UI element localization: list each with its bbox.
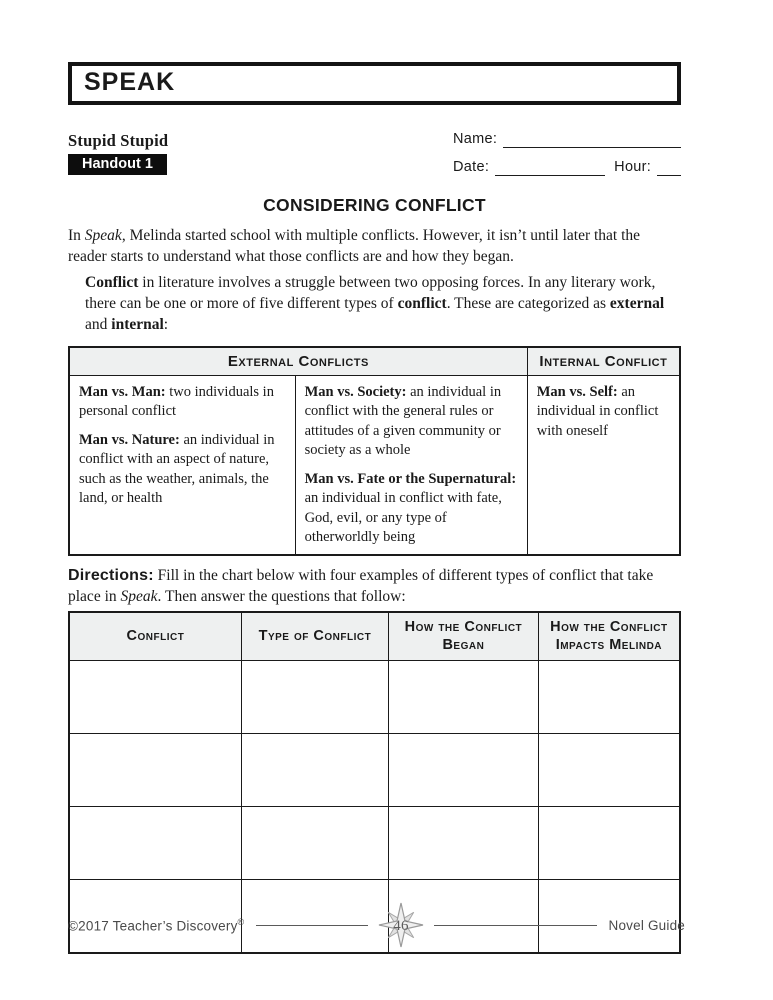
chart-header-row	[69, 612, 680, 661]
book-title: SPEAK	[84, 68, 176, 96]
chart-cell	[241, 661, 388, 734]
footer-rule-right	[434, 925, 596, 926]
page-number: 46	[393, 918, 409, 934]
internal-cell	[527, 375, 680, 555]
external-cell-2	[295, 375, 527, 555]
series-label: Novel Guide	[608, 917, 685, 933]
directions-paragraph: Directions: Fill in the chart below with four examples of different types of conflict that take place in Speak. Then answer the questions that follow:	[68, 566, 654, 605]
chart-row	[69, 807, 680, 880]
types-table-body-row	[69, 375, 680, 555]
conflict-types-table	[68, 346, 681, 556]
date-blank	[495, 159, 605, 176]
chart-row	[69, 734, 680, 807]
unit-label: Stupid Stupid	[68, 131, 169, 150]
chart-cell	[538, 734, 680, 807]
chart-header-impacts: How the Conflict Impacts Melinda	[538, 612, 680, 661]
definition-man-vs-man: Man vs. Man: two individuals in personal conflict	[79, 383, 274, 419]
chart-header-began: How the Conflict Began	[389, 612, 539, 661]
chart-cell	[69, 807, 241, 880]
date-label: Date:	[453, 159, 490, 175]
compass-ornament-icon	[378, 902, 424, 948]
header-row	[68, 131, 681, 176]
name-blank	[503, 131, 681, 148]
chart-cell	[241, 734, 388, 807]
name-field-line	[453, 131, 681, 148]
handout-id-block	[68, 131, 168, 175]
page-footer	[68, 902, 685, 948]
external-cell-1	[69, 375, 295, 555]
definition-man-vs-society: Man vs. Society: an individual in conflict with the general rules or attitudes of a given community or society as a whole	[304, 383, 502, 458]
name-label: Name:	[453, 131, 498, 147]
chart-cell	[389, 807, 539, 880]
chart-header-conflict: Conflict	[69, 612, 241, 661]
chart-cell	[389, 661, 539, 734]
page-title: CONSIDERING CONFLICT	[263, 195, 486, 215]
chart-cell	[538, 807, 680, 880]
handout-badge: Handout 1	[68, 154, 167, 175]
student-fields	[453, 131, 681, 176]
book-title-banner	[68, 62, 681, 105]
chart-cell	[241, 807, 388, 880]
footer-rule-left	[256, 925, 368, 926]
chart-cell	[538, 661, 680, 734]
internal-conflict-header: Internal Conflict	[527, 347, 680, 375]
chart-cell	[69, 734, 241, 807]
chart-cell	[69, 661, 241, 734]
chart-cell	[389, 734, 539, 807]
date-hour-field-line	[453, 159, 681, 176]
definition-man-vs-self: Man vs. Self: an individual in conflict with oneself	[536, 383, 659, 439]
types-table-header-row	[69, 347, 680, 375]
definition-man-vs-nature: Man vs. Nature: an individual in conflict with an aspect of nature, such as the weather, animals, the land, or health	[79, 431, 275, 506]
hour-label: Hour:	[614, 159, 652, 175]
hour-blank	[657, 159, 681, 176]
chart-row	[69, 661, 680, 734]
chart-header-type: Type of Conflict	[241, 612, 388, 661]
definition-paragraph: Conflict in literature involves a struggle between two opposing forces. In any literary work, there can be one or more of five different types of conflict. These are categorized as external and internal:	[85, 274, 665, 333]
intro-paragraph: In Speak, Melinda started school with multiple conflicts. However, it isn’t until later that the reader starts to understand what those conflicts are and how they began.	[68, 227, 641, 265]
copyright-text: ©2017 Teacher’s Discovery®	[68, 916, 245, 934]
definition-man-vs-fate: Man vs. Fate or the Supernatural: an individual in conflict with fate, God, evil, or any type of otherworldly being	[304, 470, 517, 545]
external-conflicts-header: External Conflicts	[69, 347, 527, 375]
